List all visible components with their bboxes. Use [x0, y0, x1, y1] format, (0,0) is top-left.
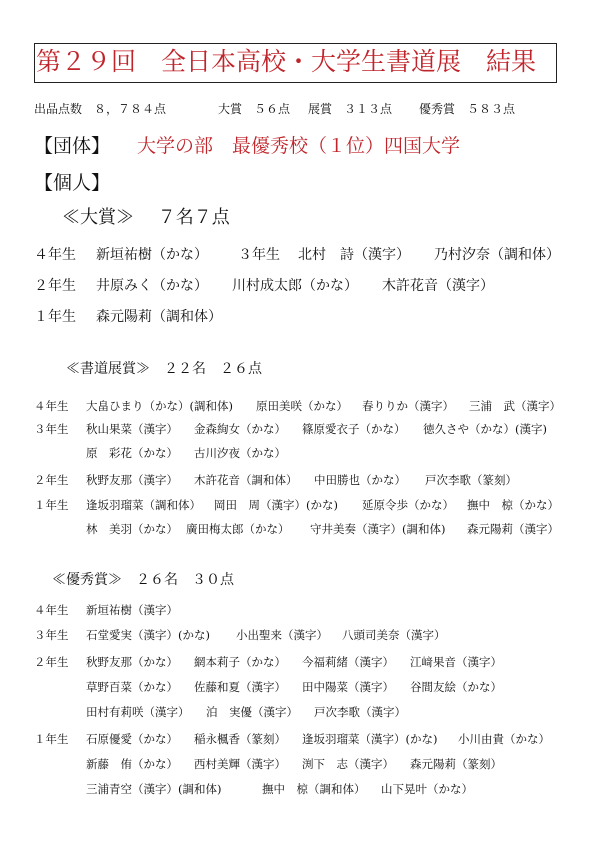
shodo-entry: 戸次李歌（篆刻） — [425, 473, 517, 487]
stat-taisho: 大賞 ５６点 — [218, 102, 291, 116]
taisho-heading: ≪大賞≫ ７名７点 — [62, 207, 230, 228]
shodo-entry: 徳久さや（かな）(漢字) — [423, 422, 547, 436]
yushu-entry: 佐藤和夏（漢字） — [194, 680, 286, 694]
individual-label: 【個人】 — [34, 172, 111, 194]
shodo-grade: ２年生 — [34, 473, 69, 487]
shodo-entry: 中田勝也（かな） — [314, 473, 406, 487]
shodo-entry: 守井美奏（漢字）(調和体) — [310, 522, 446, 536]
shodo-entry: 原 彩花（かな） — [86, 446, 178, 460]
taisho-grade: １年生 — [34, 309, 76, 325]
shodo-entry: 金森絢女（かな） — [194, 422, 286, 436]
yushu-entry: 小出聖来（漢字） — [236, 628, 328, 642]
yushu-heading: ≪優秀賞≫ ２６名 ３０点 — [52, 572, 234, 588]
page-title: 第２９回 全日本高校・大学生書道展 結果 — [36, 47, 537, 76]
shodo-entry: 篠原愛衣子（かな） — [302, 422, 406, 436]
yushu-entry: 戸次李歌（漢字） — [314, 705, 406, 719]
yushu-entry: 石原優愛（かな） — [86, 732, 178, 746]
yushu-entry: 森元陽莉（篆刻） — [410, 757, 502, 771]
yushu-entry: 谷間友絵（かな） — [410, 680, 502, 694]
shodo-grade: ３年生 — [34, 422, 69, 436]
yushu-entry: 三浦青空（漢字）(調和体) — [86, 782, 222, 796]
yushu-entry: 江﨑果音（漢字） — [410, 655, 502, 669]
taisho-entry: 乃村汐奈（調和体） — [434, 247, 560, 263]
yushu-entry: 泊 実優（漢字） — [206, 705, 298, 719]
yushu-entry: 新垣祐樹（漢字） — [86, 603, 178, 617]
taisho-entry: 森元陽莉（調和体） — [96, 309, 222, 325]
shodo-entry: 廣田梅太郎（かな） — [186, 522, 290, 536]
shodo-entry: 三浦 武（漢字） — [469, 399, 561, 413]
stat-tensho: 展賞 ３１３点 — [308, 102, 393, 116]
group-label: 【団体】 — [34, 135, 111, 157]
yushu-entry: 撫中 椋（調和体） — [262, 782, 366, 796]
yushu-entry: 渕下 志（漢字） — [302, 757, 394, 771]
taisho-entry: 北村 詩（漢字） — [298, 247, 410, 263]
yushu-entry: 西村美輝（漢字） — [194, 757, 286, 771]
yushu-entry: 山下晃叶（かな） — [381, 782, 473, 796]
yushu-entry: 稲永楓香（篆刻） — [194, 732, 286, 746]
stat-entries: 出品点数 ８，７８４点 — [34, 102, 167, 116]
shodo-entry: 秋山果菜（漢字） — [86, 422, 178, 436]
taisho-grade: ３年生 — [238, 247, 280, 263]
shodo-heading: ≪書道展賞≫ ２２名 ２６点 — [66, 361, 262, 377]
shodo-entry: 春りりか（漢字） — [362, 399, 454, 413]
shodo-entry: 撫中 椋（かな） — [467, 498, 559, 512]
taisho-entry: 井原みく（かな） — [96, 278, 208, 294]
shodo-entry: 原田美咲（かな） — [256, 399, 348, 413]
taisho-grade: ２年生 — [34, 278, 76, 294]
yushu-grade: １年生 — [34, 732, 69, 746]
stat-yushusho: 優秀賞 ５８３点 — [419, 102, 516, 116]
yushu-entry: 田中陽菜（漢字） — [302, 680, 394, 694]
yushu-grade: ３年生 — [34, 628, 69, 642]
yushu-entry: 秋野友那（かな） — [86, 655, 178, 669]
shodo-entry: 大畠ひまり（かな）(調和体) — [86, 399, 233, 413]
yushu-entry: 石堂愛実（漢字）(かな) — [86, 628, 210, 642]
shodo-entry: 延原令歩（かな） — [362, 498, 454, 512]
yushu-entry: 逢坂羽瑠菜（漢字）(かな) — [302, 732, 438, 746]
group-result: 大学の部 最優秀校（１位）四国大学 — [137, 135, 461, 157]
shodo-entry: 森元陽莉（漢字） — [467, 522, 559, 536]
shodo-entry: 秋野友那（漢字） — [86, 473, 178, 487]
taisho-grade: ４年生 — [34, 247, 76, 263]
shodo-entry: 古川汐夜（かな） — [194, 446, 286, 460]
shodo-entry: 岡田 周（漢字）(かな) — [214, 498, 338, 512]
yushu-entry: 田村有莉咲（漢字） — [86, 705, 190, 719]
shodo-grade: ４年生 — [34, 399, 69, 413]
shodo-grade: １年生 — [34, 498, 69, 512]
yushu-grade: ４年生 — [34, 603, 69, 617]
yushu-entry: 草野百菜（かな） — [86, 680, 178, 694]
shodo-entry: 木許花音（調和体） — [194, 473, 298, 487]
yushu-entry: 今福莉緒（漢字） — [302, 655, 394, 669]
taisho-entry: 木許花音（漢字） — [382, 278, 494, 294]
yushu-grade: ２年生 — [34, 655, 69, 669]
taisho-entry: 川村成太郎（かな） — [232, 278, 358, 294]
yushu-entry: 小川由貴（かな） — [458, 732, 550, 746]
taisho-entry: 新垣祐樹（かな） — [96, 247, 208, 263]
yushu-entry: 新藤 侑（かな） — [86, 757, 178, 771]
yushu-entry: 八頭司美奈（漢字） — [342, 628, 446, 642]
shodo-entry: 逢坂羽瑠菜（調和体） — [86, 498, 201, 512]
yushu-entry: 網本莉子（かな） — [194, 655, 286, 669]
shodo-entry: 林 美羽（かな） — [86, 522, 178, 536]
